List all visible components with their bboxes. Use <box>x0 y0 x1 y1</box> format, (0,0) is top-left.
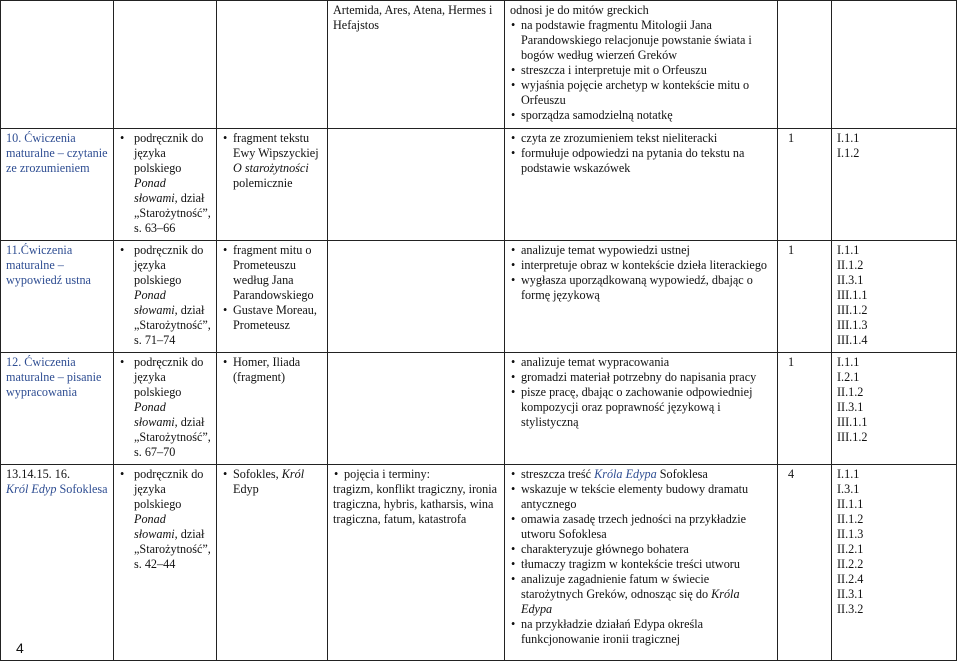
effects-cell <box>505 465 778 661</box>
list-item <box>119 355 211 460</box>
lesson-title: Ćwiczenia maturalne – pisanie wypracowania <box>6 355 102 399</box>
material-author: Sofokles, <box>233 467 279 481</box>
lesson-cell <box>1 353 114 465</box>
lesson-cell <box>1 241 114 353</box>
book-pages: s. 42–44 <box>134 557 176 571</box>
list-item: • wskazuje w tekście elementy budowy dramatu antycznego <box>510 482 772 512</box>
code: II.2.1 <box>837 542 864 556</box>
code: I.1.1 <box>837 467 860 481</box>
table-row <box>1 129 957 241</box>
book-label: podręcznik do języka polskiego <box>134 131 204 175</box>
hours-value: 1 <box>788 355 795 369</box>
effects-intro: odnosi je do mitów greckich <box>510 3 649 17</box>
list-item: • na przykładzie działań Edypa określa funkcjonowanie ironii tragicznej <box>510 617 772 647</box>
code: II.1.1 <box>837 497 864 511</box>
effects-cell <box>505 241 778 353</box>
book-cell <box>114 353 217 465</box>
list-item <box>510 572 772 617</box>
book-label: podręcznik do języka polskiego <box>134 467 204 511</box>
list-item: • analizuje temat wypracowania <box>510 355 772 370</box>
topics-cell <box>328 353 505 465</box>
code: II.3.1 <box>837 400 864 414</box>
material-lead: fragment tekstu <box>233 131 310 145</box>
hours-cell <box>778 353 832 465</box>
code: III.1.2 <box>837 303 868 317</box>
book-list <box>119 467 211 572</box>
effect-text-author: Sofoklesa <box>659 467 708 481</box>
material-cell <box>217 465 328 661</box>
list-item <box>119 243 211 348</box>
code: I.1.2 <box>837 146 860 160</box>
effects-cell <box>505 129 778 241</box>
code: II.2.4 <box>837 572 864 586</box>
book-section: dział „Starożytność”, <box>134 415 211 444</box>
list-item: • tłumaczy tragizm w kontekście treści utworu <box>510 557 772 572</box>
code: II.3.1 <box>837 587 864 601</box>
materials-list <box>222 467 322 497</box>
effect-work-title: Króla Edypa <box>521 587 740 616</box>
topics-cell <box>328 129 505 241</box>
material-title: Król <box>281 467 305 481</box>
book-section: dział „Starożytność”, <box>134 303 211 332</box>
code: III.1.1 <box>837 415 868 429</box>
hours-value: 1 <box>788 131 795 145</box>
book-title: Ponad słowami, <box>134 176 178 205</box>
lesson-title-author: Sofoklesa <box>59 482 108 496</box>
book-pages: s. 63–66 <box>134 221 176 235</box>
lesson-title: Król Edyp <box>6 482 57 496</box>
hours-value: 4 <box>788 467 795 481</box>
lesson-cell <box>1 1 114 129</box>
book-list <box>119 131 211 236</box>
book-title: Ponad słowami, <box>134 512 178 541</box>
effects-list <box>510 467 772 647</box>
list-item: • pisze pracę, dbając o zachowanie odpowiedniej kompozycji oraz poprawność językową i stylistyczną <box>510 385 772 430</box>
topics-text: Artemida, Ares, Atena, Hermes i Hefajstos <box>333 3 493 32</box>
book-pages: s. 67–70 <box>134 445 176 459</box>
code: I.3.1 <box>837 482 860 496</box>
book-cell <box>114 1 217 129</box>
list-item: • pojęcia i terminy: <box>333 467 499 482</box>
material-cell <box>217 1 328 129</box>
list-item: • formułuje odpowiedzi na pytania do tekstu na podstawie wskazówek <box>510 146 772 176</box>
list-item: • na podstawie fragmentu Mitologii Jana Parandowskiego relacjonuje powstanie świata i bogów według wierzeń Greków <box>510 18 772 63</box>
material-cell <box>217 129 328 241</box>
list-item: • sporządza samodzielną notatkę <box>510 108 772 123</box>
effects-list <box>510 243 772 303</box>
book-title: Ponad słowami, <box>134 400 178 429</box>
code: II.1.3 <box>837 527 864 541</box>
list-item <box>119 467 211 572</box>
book-section: dział „Starożytność”, <box>134 191 211 220</box>
list-item: • fragment mitu o Prometeuszu według Jana Parandowskiego <box>222 243 322 303</box>
lesson-number: 13.14.15. 16. <box>6 467 70 481</box>
book-title: Ponad słowami, <box>134 288 178 317</box>
code: III.1.2 <box>837 430 868 444</box>
list-item: • charakteryzuje głównego bohatera <box>510 542 772 557</box>
book-cell <box>114 465 217 661</box>
book-cell <box>114 129 217 241</box>
list-item <box>222 467 322 497</box>
material-author: Ewy Wipszyckiej <box>233 146 319 160</box>
material-title: O starożytności <box>233 161 309 175</box>
list-item <box>222 131 322 191</box>
code: II.1.2 <box>837 385 864 399</box>
book-list <box>119 243 211 348</box>
effect-text: analizuje zagadnienie fatum w świecie starożytnych Greków, odnosząc się do <box>521 572 710 601</box>
materials-list <box>222 131 322 191</box>
codes-cell <box>832 1 957 129</box>
lesson-title: Ćwiczenia maturalne – czytanie ze zrozumieniem <box>6 131 108 175</box>
effects-list <box>510 18 772 123</box>
hours-value: 1 <box>788 243 795 257</box>
hours-cell <box>778 241 832 353</box>
book-label: podręcznik do języka polskiego <box>134 355 204 399</box>
table-row <box>1 1 957 129</box>
effects-list <box>510 355 772 430</box>
code: III.1.4 <box>837 333 868 347</box>
effects-cell <box>505 353 778 465</box>
codes-cell <box>832 241 957 353</box>
table-row <box>1 353 957 465</box>
topics-cell <box>328 241 505 353</box>
lesson-cell <box>1 465 114 661</box>
code: III.1.1 <box>837 288 868 302</box>
list-item <box>119 131 211 236</box>
list-item: • Gustave Moreau, Prometeusz <box>222 303 322 333</box>
effects-cell <box>505 1 778 129</box>
code: II.1.2 <box>837 512 864 526</box>
material-cell <box>217 353 328 465</box>
topics-cell <box>328 465 505 661</box>
list-item: • analizuje temat wypowiedzi ustnej <box>510 243 772 258</box>
material-tail: polemicznie <box>233 176 293 190</box>
materials-list <box>222 243 322 333</box>
lesson-number: 12. <box>6 355 22 369</box>
book-section: dział „Starożytność”, <box>134 527 211 556</box>
table-row <box>1 241 957 353</box>
book-list <box>119 355 211 460</box>
material-title-2: Edyp <box>233 482 259 496</box>
lesson-number: 11. <box>6 243 21 257</box>
code: I.1.1 <box>837 243 860 257</box>
hours-cell <box>778 465 832 661</box>
book-cell <box>114 241 217 353</box>
code: II.1.2 <box>837 258 864 272</box>
code: II.2.2 <box>837 557 864 571</box>
list-item: • gromadzi materiał potrzebny do napisania pracy <box>510 370 772 385</box>
effect-work-title: Króla Edypa <box>594 467 657 481</box>
codes-cell <box>832 129 957 241</box>
page-number: 4 <box>16 640 24 656</box>
list-item: • streszcza i interpretuje mit o Orfeuszu <box>510 63 772 78</box>
topics-cell <box>328 1 505 129</box>
materials-list <box>222 355 322 385</box>
effects-list <box>510 131 772 176</box>
list-item: • wygłasza uporządkowaną wypowiedź, dbając o formę językową <box>510 273 772 303</box>
code: III.1.3 <box>837 318 868 332</box>
list-item: • interpretuje obraz w kontekście dzieła literackiego <box>510 258 772 273</box>
hours-cell <box>778 129 832 241</box>
book-label: podręcznik do języka polskiego <box>134 243 204 287</box>
concepts-text: tragizm, konflikt tragiczny, ironia tragiczna, hybris, katharsis, wina tragiczna, fatum, katastrofa <box>333 482 498 526</box>
hours-cell <box>778 1 832 129</box>
code: II.3.1 <box>837 273 864 287</box>
material-cell <box>217 241 328 353</box>
list-item <box>510 467 772 482</box>
codes-cell <box>832 465 957 661</box>
book-pages: s. 71–74 <box>134 333 176 347</box>
lesson-number: 10. <box>6 131 22 145</box>
table-row <box>1 465 957 661</box>
list-item: • wyjaśnia pojęcie archetyp w kontekście mitu o Orfeuszu <box>510 78 772 108</box>
list-item: • Homer, Iliada (fragment) <box>222 355 322 385</box>
concepts-list <box>333 467 499 482</box>
code: II.3.2 <box>837 602 864 616</box>
code: I.2.1 <box>837 370 860 384</box>
code: I.1.1 <box>837 355 860 369</box>
lesson-cell <box>1 129 114 241</box>
list-item: • omawia zasadę trzech jedności na przykładzie utworu Sofoklesa <box>510 512 772 542</box>
codes-cell <box>832 353 957 465</box>
lesson-title: Ćwiczenia maturalne – wypowiedź ustna <box>6 243 91 287</box>
code: I.1.1 <box>837 131 860 145</box>
list-item: • czyta ze zrozumieniem tekst nieliteracki <box>510 131 772 146</box>
effect-text: streszcza treść <box>521 467 592 481</box>
